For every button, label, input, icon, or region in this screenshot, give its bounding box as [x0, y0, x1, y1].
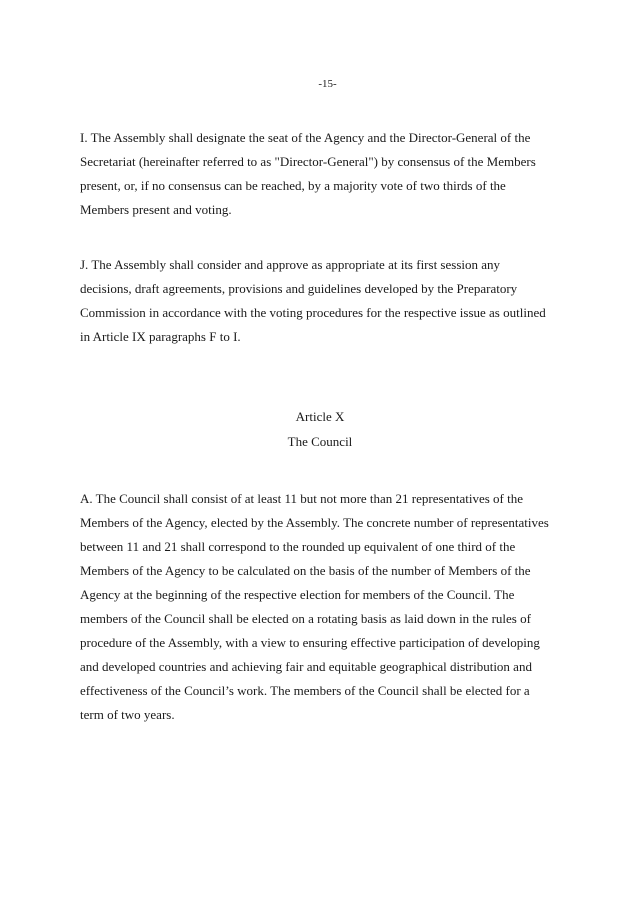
paragraph-line: I. The Assembly shall designate the seat of the Agency and the Director-General of the — [80, 130, 531, 145]
paragraph-line: Commission in accordance with the voting procedures for the respective issue as outlined — [80, 305, 546, 320]
paragraph-line: A. The Council shall consist of at least 11 but not more than 21 representatives of the — [80, 491, 523, 506]
paragraph-line: J. The Assembly shall consider and approve as appropriate at its first session any — [80, 257, 501, 272]
paragraph-line: present, or, if no consensus can be reached, by a majority vote of two thirds of the — [80, 178, 506, 193]
paragraph-line: between 11 and 21 shall correspond to the rounded up equivalent of one third of the — [80, 539, 516, 554]
paragraph-line: members of the Council shall be elected on a rotating basis as laid down in the rules of — [80, 611, 531, 626]
paragraph-line: decisions, draft agreements, provisions and guidelines developed by the Preparatory — [80, 281, 518, 296]
paragraph-line: term of two years. — [80, 707, 175, 722]
page-number: -15- — [318, 78, 337, 90]
paragraph-line: Members present and voting. — [80, 202, 232, 217]
paragraph-line: and developed countries and achieving fair and equitable geographical distribution and — [80, 659, 532, 674]
paragraph-line: Agency at the beginning of the respective election for members of the Council. The — [80, 587, 515, 602]
paragraph-line: Members of the Agency to be calculated on the basis of the number of Members of the — [80, 563, 531, 578]
paragraph-line: effectiveness of the Council’s work. The members of the Council shall be elected for a — [80, 683, 530, 698]
paragraph-line: procedure of the Assembly, with a view to ensuring effective participation of developing — [80, 635, 540, 650]
article-title: The Council — [287, 434, 353, 449]
paragraph-line: in Article IX paragraphs F to I. — [80, 329, 241, 344]
paragraph-line: Members of the Agency, elected by the Assembly. The concrete number of representatives — [80, 515, 549, 530]
article-number: Article X — [295, 409, 345, 424]
paragraph-line: Secretariat (hereinafter referred to as "Director-General") by consensus of the Members — [80, 154, 536, 169]
